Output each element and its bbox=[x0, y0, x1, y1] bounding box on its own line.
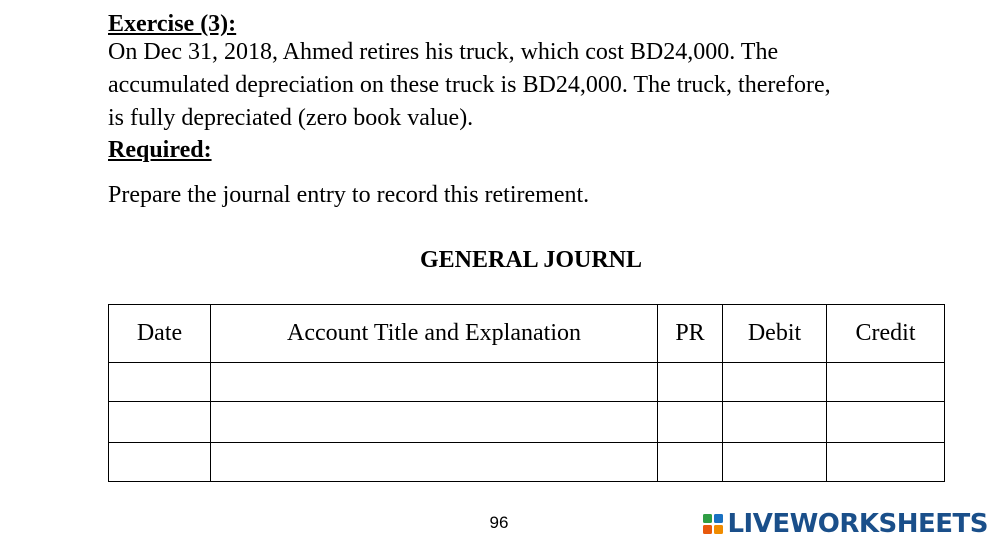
brand-name: LIVEWORKSHEETS bbox=[727, 509, 988, 539]
table-row bbox=[109, 402, 945, 443]
account-cell[interactable] bbox=[211, 363, 658, 402]
date-cell[interactable] bbox=[109, 363, 211, 402]
liveworksheets-logo-icon bbox=[703, 514, 723, 534]
credit-cell[interactable] bbox=[827, 402, 945, 443]
description-line: On Dec 31, 2018, Ahmed retires his truck, which cost BD24,000. The bbox=[108, 39, 779, 65]
required-heading: Required: bbox=[108, 137, 212, 163]
table-row bbox=[109, 363, 945, 402]
pr-cell[interactable] bbox=[658, 402, 723, 443]
date-cell[interactable] bbox=[109, 402, 211, 443]
column-header-pr: PR bbox=[658, 305, 723, 363]
page-number: 96 bbox=[489, 513, 509, 532]
journal-header-row bbox=[109, 305, 945, 363]
instruction-text: Prepare the journal entry to record this retirement. bbox=[108, 182, 590, 208]
debit-cell[interactable] bbox=[723, 443, 827, 482]
column-header-debit: Debit bbox=[723, 305, 827, 363]
column-header-credit: Credit bbox=[827, 305, 945, 363]
exercise-title: Exercise (3): bbox=[108, 11, 237, 37]
pr-cell[interactable] bbox=[658, 363, 723, 402]
description-line: accumulated depreciation on these truck is BD24,000. The truck, therefore, bbox=[108, 72, 831, 98]
account-cell[interactable] bbox=[211, 443, 658, 482]
journal-title: GENERAL JOURNL bbox=[419, 247, 643, 273]
journal-table bbox=[108, 304, 945, 482]
debit-cell[interactable] bbox=[723, 402, 827, 443]
debit-cell[interactable] bbox=[723, 363, 827, 402]
account-cell[interactable] bbox=[211, 402, 658, 443]
credit-cell[interactable] bbox=[827, 363, 945, 402]
pr-cell[interactable] bbox=[658, 443, 723, 482]
exercise-description bbox=[108, 36, 908, 135]
table-row bbox=[109, 443, 945, 482]
description-line: is fully depreciated (zero book value). bbox=[108, 105, 474, 131]
column-header-date: Date bbox=[109, 305, 211, 363]
credit-cell[interactable] bbox=[827, 443, 945, 482]
liveworksheets-brand[interactable] bbox=[703, 506, 988, 542]
date-cell[interactable] bbox=[109, 443, 211, 482]
column-header-account-title: Account Title and Explanation bbox=[211, 305, 658, 363]
